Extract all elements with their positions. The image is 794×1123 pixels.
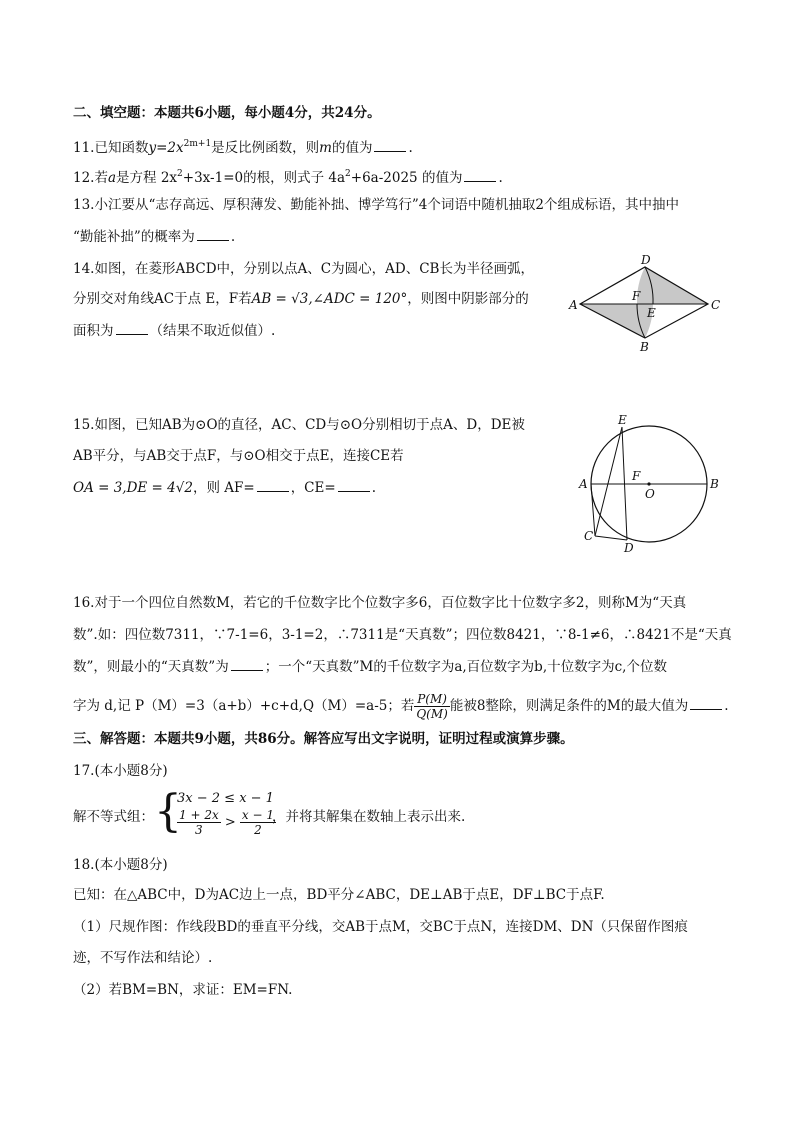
question-16-line1: 16.对于一个四位自然数M，若它的千位数字比个位数字多6，百位数字比十位数字多2，则称M为“天真 (73, 595, 687, 611)
question-15-line3 (73, 479, 376, 497)
question-13-line2 (73, 228, 235, 246)
q14-text: 分别交对角线AC于点 E，F若 (73, 291, 252, 307)
question-18-part1-line1: （1）尺规作图：作线段BD的垂直平分线，交AB于点M，交BC于点N，连接DM、DN（只保留作图痕 (73, 919, 688, 935)
label-c: C (711, 298, 721, 312)
q13-end: . (230, 229, 236, 245)
question-18-part1-line2: 迹，不写作法和结论）. (73, 950, 213, 966)
answer-blank[interactable] (116, 322, 148, 335)
ineq2-operator: > (224, 815, 236, 830)
ineq2-right-den: 2 (254, 823, 262, 837)
q12-end: . (498, 170, 503, 186)
inequality-1: 3x − 2 ≤ x − 1 (177, 791, 274, 806)
q12-text-c: +3x-1=0的根，则式子 4a (182, 170, 346, 186)
q15-end: . (371, 480, 376, 496)
q11-text-b: 是反比例函数，则 (211, 140, 320, 156)
label-e: E (647, 306, 656, 320)
q12-text-b: 是方程 2x (116, 170, 178, 186)
q11-text: 11.已知函数 (73, 140, 149, 156)
q14-text-c: 面积为 (73, 323, 114, 339)
q14-math: AB = √3,∠ADC = 120° (251, 291, 408, 307)
q12-var: a (107, 170, 117, 186)
question-18-given: 已知：在△ABC中，D为AC边上一点，BD平分∠ABC，DE⊥AB于点E，DF⊥BC于点F. (73, 887, 605, 903)
question-16-line2: 数”.如：四位数7311，∵7-1=6，3-1=2，∴7311是“天真数”；四位数8421，∵8-1≠6，∴8421不是“天真 (73, 627, 732, 643)
q15-text-a: ，则 AF= (192, 480, 255, 496)
label-b: B (710, 477, 719, 491)
q16-frac-num: P(M) (414, 692, 450, 707)
line-ce (595, 427, 622, 536)
q12-text: 12.若 (73, 170, 108, 186)
section-title-solve: 三、解答题：本题共9小题，共86分。解答应写出文字说明，证明过程或演算步骤。 (73, 731, 574, 747)
q11-var: m (319, 140, 332, 156)
q11-text-c: 的值为 (331, 140, 373, 156)
label-f: F (632, 289, 641, 303)
question-12 (73, 165, 503, 187)
question-17-head: 17.(本小题8分) (73, 763, 168, 779)
ineq2-right-frac (240, 808, 276, 837)
ineq2-right-num: x − 1 (241, 808, 275, 822)
q16-text-c: 字为 d,记 P（M）=3（a+b）+c+d,Q（M）=a-5；若 (73, 698, 415, 714)
answer-blank[interactable] (197, 228, 229, 241)
question-15-line2: AB平分，与AB交于点F，与⊙O相交于点E，连接CE若 (73, 448, 404, 464)
rhombus-figure (560, 254, 730, 354)
label-d: D (641, 254, 651, 267)
label-a: A (569, 298, 578, 312)
q16-frac-den: Q(M) (416, 707, 448, 721)
answer-blank[interactable] (464, 169, 496, 182)
q14-text-b: ，则图中阴影部分的 (407, 291, 529, 307)
q12-exp1: 2 (177, 169, 183, 179)
q16-fraction (414, 692, 450, 721)
question-14-line1: 14.如图，在菱形ABCD中，分别以点A、C为圆心，AD、CB长为半径画弧， (73, 261, 534, 277)
question-18-head: 18.(本小题8分) (73, 857, 168, 873)
q16-text-a: 数”，则最小的“天真数”为 (73, 659, 229, 675)
answer-blank-ce[interactable] (338, 479, 370, 492)
tangent-cd (595, 536, 627, 540)
label-c: C (584, 529, 594, 543)
label-a: A (579, 477, 588, 491)
inequality-2 (177, 808, 276, 837)
answer-blank-af[interactable] (257, 479, 289, 492)
q11-function: y=2x (148, 140, 184, 156)
center-o-dot (647, 482, 650, 485)
question-15-line1: 15.如图，已知AB为⊙O的直径，AC、CD与⊙O分别相切于点A、D，DE被 (73, 417, 525, 433)
label-d: D (624, 541, 634, 555)
q11-end: . (408, 140, 413, 156)
question-16-line4 (73, 690, 729, 722)
q12-text-d: +6a-2025 的值为 (350, 170, 463, 186)
answer-blank-max[interactable] (690, 697, 722, 710)
question-14-line2 (73, 290, 529, 308)
q11-exponent: 2m+1 (183, 139, 212, 149)
question-18-part2: （2）若BM=BN，求证：EM=FN. (73, 982, 293, 998)
q14-text-d: （结果不取近似值）. (149, 323, 276, 339)
question-14-line3 (73, 322, 275, 340)
ineq2-left-den: 3 (195, 823, 203, 837)
q16-text-d: 能被8整除，则满足条件的M的最大值为 (449, 698, 689, 714)
ineq2-left-num: 1 + 2x (179, 808, 219, 822)
label-e: E (618, 413, 627, 427)
label-f: F (632, 469, 641, 483)
q16-end: . (724, 698, 729, 714)
question-17-lead: 解不等式组： (73, 809, 154, 825)
question-17-tail: ，并将其解集在数轴上表示出来. (272, 809, 466, 825)
label-b: B (640, 340, 649, 354)
q12-exp2: 2 (345, 169, 351, 179)
question-11 (73, 135, 413, 157)
circle-figure (572, 410, 732, 560)
q16-text-b: ；一个“天真数”M的千位数字为a,百位数字为b,十位数字为c,个位数 (264, 659, 667, 675)
ineq2-left-frac (177, 808, 221, 837)
q15-math: OA = 3,DE = 4√2 (73, 480, 193, 496)
label-o: O (645, 487, 655, 501)
question-13-line1: 13.小江要从“志存高远、厚积薄发、勤能补拙、博学笃行”4个词语中随机抽取2个组成标语，其中抽中 (73, 197, 679, 213)
brace-symbol: { (154, 786, 182, 837)
q15-text-b: ，CE= (290, 480, 336, 496)
answer-blank-smallest[interactable] (231, 658, 263, 671)
question-16-line3 (73, 658, 667, 676)
section-title-fill-in: 二、填空题：本题共6小题，每小题4分，共24分。 (73, 105, 381, 121)
answer-blank[interactable] (374, 139, 406, 152)
q13-text: “勤能补拙”的概率为 (73, 229, 195, 245)
